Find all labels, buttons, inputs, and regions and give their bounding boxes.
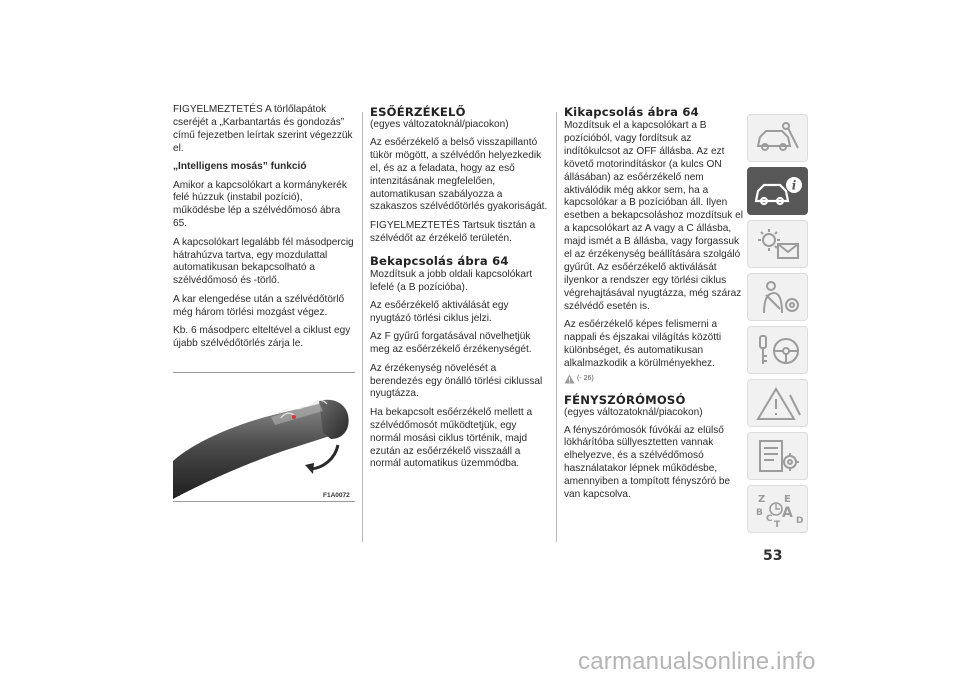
index-letter: Z [758,494,766,505]
subtitle: (egyes változatoknál/piacokon) [370,119,509,130]
watermark: carmanualsonline.info [578,648,816,675]
paragraph: Az F gyűrű forgatásával növelhetjük meg az esőérzékelő érzékenységét. [370,331,532,356]
column-1 [173,104,355,356]
index-letter: E [784,494,791,505]
svg-text:i: i [791,178,797,193]
alphabet-index-icon [754,491,804,529]
page-number: 53 [763,548,783,564]
indicator-dot [292,415,296,419]
key-steering-wheel-icon [754,332,804,370]
tab-safety[interactable] [747,273,808,321]
intelligent-wash-heading: „Intelligens mosás” funkció [173,161,307,173]
tab-lights-messages[interactable] [747,220,808,268]
warning-reference-text: (- 26) [577,374,594,382]
tab-emergency[interactable] [747,379,808,427]
warning-paragraph: FIGYELMEZTETÉS A törlőlapátok cseréjét a „Karbantartás és gondozás” című fejezetben leírtak szerint végezzük el. [173,104,353,154]
tab-index[interactable] [747,485,808,533]
index-letter: C [766,514,773,524]
paragraph: Amikor a kapcsolókart a kormánykerék felé húzzuk (instabil pozíció), működésbe lép a szélvédőmosó ábra 65. [173,179,347,230]
tab-car-info[interactable] [747,167,808,215]
warning-paragraph: FIGYELMEZTETÉS Tartsuk tisztán a szélvédőt az érzékelő területén. [370,219,536,244]
paragraph: A kapcsolókart legalább fél másodpercig hátrahúzva tartva, egy mozdulattal automatikusan bekapcsolható a szélvédőmosó és -törlő. [173,236,354,287]
paragraph: Az esőérzékelő aktiválását egy nyugtázó törlési ciklus jelzi. [370,299,509,324]
car-info-icon [754,173,804,211]
car-wrench-icon [754,120,804,158]
paragraph: Az esőérzékelő a belső visszapillantó tükör mögött, a szélvédőn helyezkedik el, és az a feladata, hogy az eső intenzitásának megfelelően, automatikusan szabályozza a szakaszos szélvédőtörlés gyakoriságát. [370,136,548,213]
warning-triangle-tools-icon [754,385,804,423]
index-letter: D [796,516,804,526]
warning-reference [564,373,744,386]
chapter-tabs [747,114,808,541]
paragraph: Kb. 6 másodperc elteltével a ciklust egy újabb szélvédőtörlés zárja le. [173,325,351,349]
paragraph: A kar elengedése után a szélvédőtörlő még három törlési mozgást végez. [173,293,345,318]
column-divider [556,112,557,542]
headlamp-washer-title: FÉNYSZÓRÓMOSÓ [564,392,686,407]
index-letter: B [756,508,763,518]
deactivation-heading: Kikapcsolás ábra 64 [564,105,699,119]
figure-bottom-rule [173,501,355,502]
column-divider [362,112,363,542]
wiper-stalk-illustration [173,373,355,500]
paragraph: Az érzékenység növelését a berendezés egy önálló törlési ciklussal nyugtázza. [370,362,543,400]
seat-belt-gear-icon [754,279,804,317]
tab-starting-driving[interactable] [747,326,808,374]
tab-technical-data[interactable] [747,432,808,480]
lights-envelope-icon [754,226,804,264]
document-gear-icon [754,438,804,476]
figure-code: F1A0072 [323,492,350,499]
warning-triangle-icon [564,374,575,384]
paragraph: Mozdítsuk a jobb oldali kapcsolókart lefelé (a B pozícióba). [370,268,533,293]
paragraph: Mozdítsuk el a kapcsolókart a B pozícióból, vagy fordítsuk az indítókulcsot az OFF állásba. Az ezt követő motorindításkor (a kulcs ON állásában) az esőérzékelő nem aktiválódik még akkor sem, ha a kapcsolókar a B pozícióban áll. Ilyen esetben a bekapcsoláshoz mozdítsuk el a kapcsolókart az A vagy a C állásba, majd ismét a B állásba, vagy forgassuk el az érzékenység beállítására szolgáló gyűrűt. Az esőérzékelő aktiválását ilyenkor a rendszer egy törlési ciklus végrehajtásával nyugtázza, még száraz szélvédő esetén is. [564,120,743,312]
figure-number: 65 [173,491,181,498]
paragraph: Az esőérzékelő képes felismerni a nappali és éjszakai világítás közötti különbséget, és automatikusan alkalmazkodik a körülményekhez. [564,319,722,369]
paragraph: Ha bekapcsolt esőérzékelő mellett a szélvédőmosót működtetjük, egy normál mosási ciklus történik, majd ezután az esőérzékelő visszaáll a normál automatikus üzemmódba. [370,406,533,470]
tab-car-maintenance[interactable] [747,114,808,162]
index-letter: T [774,520,781,529]
index-letter: A [782,505,793,521]
subtitle: (egyes változatoknál/piacokon) [564,406,703,418]
activation-heading: Bekapcsolás ábra 64 [370,253,509,268]
column-2 [370,104,550,477]
paragraph: A fényszórómosók fúvókái az elülső lökhárítóba süllyesztetten vannak elhelyezve, és a szélvédőmosó használatakor lépnek működésbe, amennyiben a tompított fényszóró be van kapcsolva. [564,424,731,501]
wiper-stalk-figure [173,372,355,500]
rain-sensor-title: ESŐÉRZÉKELŐ [370,105,466,119]
column-3 [564,104,744,507]
